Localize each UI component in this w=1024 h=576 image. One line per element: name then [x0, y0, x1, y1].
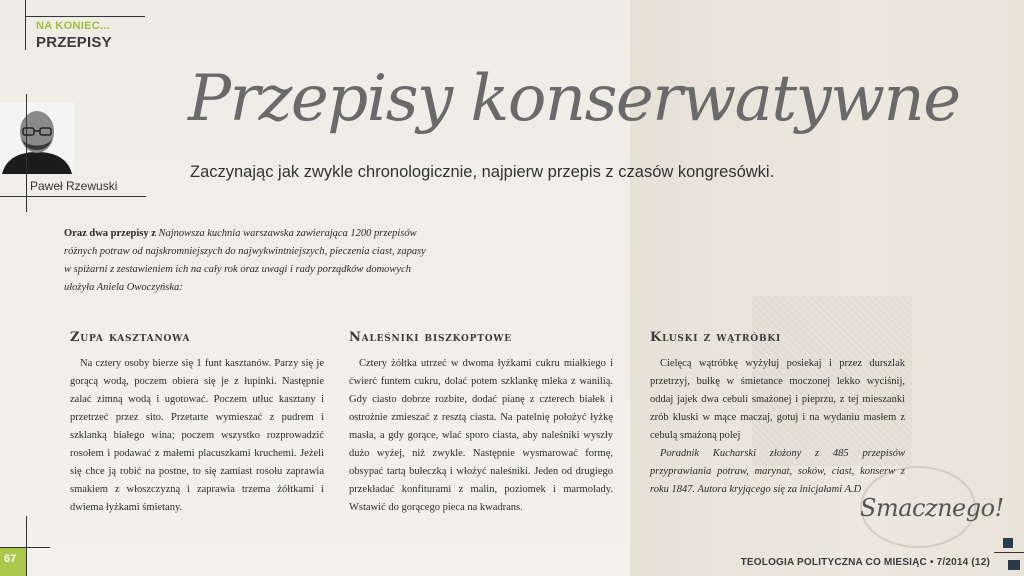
recipe-text: Na cztery osoby bierze się 1 funt kasztanów. Parzy się je gorącą wodą, poczem obiera się je z łupinki. Następnie zalać zimną wodą i ugotować. Poczem utłuc kasztany i przetrzeć przez sito. Przetarte wymieszać z pudrem i szklanką białego wina; poczem wszystko rozprowadzić rosołem i podawać z małemi placuszkami kruchemi. Jeżeli się chce ją robić na postne, to się zamiast rosołu zaprawia smakiem z włoszczyzną i zaprawia trzema żółtkami i dwiema łyżkami śmietany. — [70, 358, 324, 513]
nav-rule — [994, 552, 1024, 553]
section-title: PRZEPISY — [36, 34, 112, 51]
closing-text: Smacznego! — [860, 494, 1004, 522]
section-kicker: NA KONIEC... — [36, 20, 111, 32]
author-rule-horizontal — [0, 196, 146, 197]
recipe-text: Cielęcą wątróbkę wyżyłuj posiekaj i przez durszlak przetrzyj, bułkę w śmietance moczonej lekko wyciśnij, oddaj jajek dwa cebuli smażonej i pieprzu, z tej mieszanki zrób kluski w mące maczaj, gotuj i na wydaniu masłem z cebulą smażoną polej — [650, 358, 905, 441]
header-rule-vertical — [25, 0, 26, 50]
nav-square-icon[interactable] — [1003, 538, 1013, 548]
recipe-column-1 — [70, 330, 324, 517]
article-intro — [64, 225, 432, 297]
author-name: Paweł Rzewuski — [30, 179, 118, 193]
intro-text: Najnowsza kuchnia warszawska zawierająca 1200 przepisów różnych potraw od najskromniejszych do najwykwintniejszych, pieczenia ciast, zapasy w spiżarni z zestawieniem ich na cały rok oraz uwagi i rady porządków domowych ułożyła Aniela Owoczyńska: — [64, 228, 426, 293]
header-rule-horizontal — [25, 16, 145, 17]
recipe-heading: Kluski z wątróbki — [650, 330, 781, 345]
magazine-footer: TEOLOGIA POLITYCZNA CO MIESIĄC • 7/2014 (12) — [740, 557, 990, 568]
author-photo — [0, 102, 74, 174]
intro-lead: Oraz dwa przepisy z — [64, 228, 156, 239]
footer-rule-vertical — [26, 516, 27, 576]
page-number: 67 — [4, 553, 17, 565]
article-subtitle: Zaczynając jak zwykle chronologicznie, najpierw przepis z czasów kongresówki. — [190, 163, 775, 181]
nav-square-icon[interactable] — [1008, 560, 1020, 570]
footer-rule-horizontal — [0, 547, 50, 548]
article-title: Przepisy konserwatywne — [188, 62, 960, 136]
recipe-column-2 — [349, 330, 613, 517]
recipe-heading: Zupa kasztanowa — [70, 330, 191, 345]
recipe-heading: Naleśniki biszkoptowe — [349, 330, 512, 345]
recipe-source-note: Poradnik Kucharski złożony z 485 przepisów przyprawiania potraw, marynat, soków, ciast, konserw z roku 1847. Autora kryjącego się za inicjałami A.D — [650, 448, 905, 495]
recipe-column-3 — [650, 330, 905, 499]
recipe-text: Cztery żółtka utrzeć w dwoma łyżkami cukru miałkiego i ćwierć funtem cukru, dolać potem szklankę mleka z wanilią. Gdy ciasto dobrze rozbite, dodać pianę z czterech białek i ostrożnie zmieszać z resztą ciasta. Na patelnię położyć łyżkę masła, a gdy gorące, wlać sporo ciasta, aby naleśniki wyszły dużo wyżej, niż zwykle. Następnie wysmarować formę, obsypać tartą bułeczką i włożyć naleśniki. Jeden od drugiego przekładać konfiturami z malin, poziomek i marmolady. Wstawić do gorącego pieca na kwadrans. — [349, 358, 613, 513]
author-rule-vertical — [26, 94, 27, 212]
